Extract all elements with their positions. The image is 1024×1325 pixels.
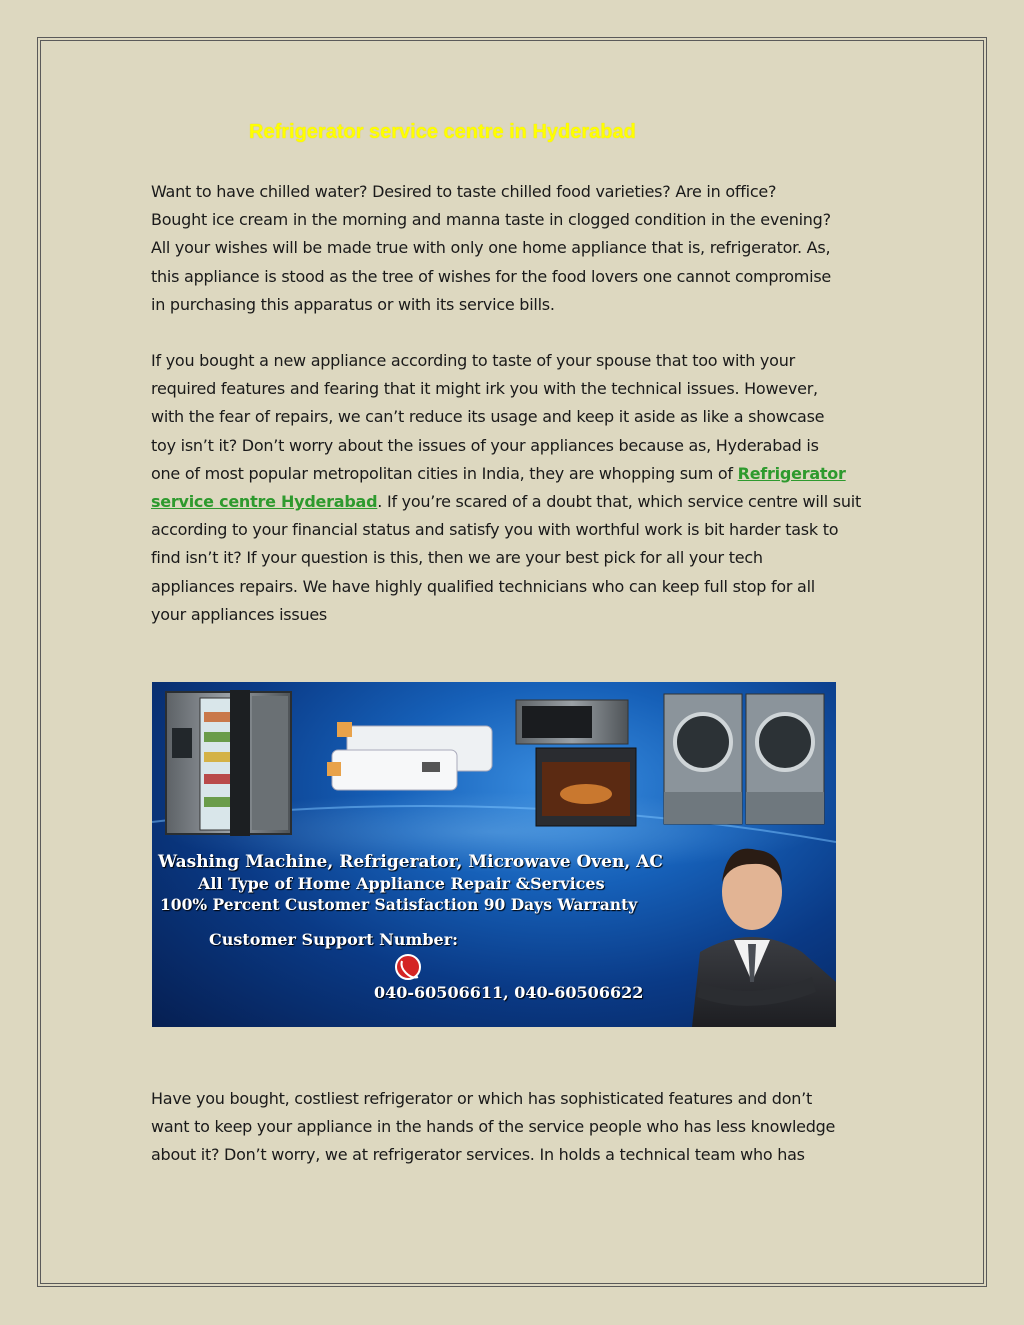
document-title: Refrigerator service centre in Hyderabad bbox=[249, 121, 636, 143]
text-line: this appliance is stood as the tree of wishes for the food lovers one cannot compromise bbox=[151, 266, 832, 286]
support-person bbox=[692, 849, 836, 1027]
banner-line-warranty: 100% Percent Customer Satisfaction 90 Days Warranty bbox=[160, 895, 638, 914]
text-line: required features and fearing that it might irk you with the technical issues. However, bbox=[151, 379, 818, 399]
banner-line-repair: All Type of Home Appliance Repair &Services bbox=[198, 874, 605, 893]
text-line bbox=[151, 460, 881, 488]
washing-machine-icon bbox=[664, 694, 824, 824]
banner-line-services: Washing Machine, Refrigerator, Microwave Oven, AC bbox=[158, 852, 663, 872]
paragraph-service bbox=[151, 347, 881, 629]
paragraph-closing bbox=[151, 1085, 881, 1170]
text-line: about it? Don’t worry, we at refrigerator services. In holds a technical team who has bbox=[151, 1145, 805, 1165]
banner-support-label: Customer Support Number: bbox=[209, 930, 459, 949]
text-line: All your wishes will be made true with only one home appliance that is, refrigerator. As, bbox=[151, 238, 831, 258]
service-centre-link[interactable]: Refrigerator bbox=[737, 463, 846, 483]
text-line: in purchasing this apparatus or with its service bills. bbox=[151, 294, 555, 314]
text-line: with the fear of repairs, we can’t reduce its usage and keep it aside as like a showcase bbox=[151, 407, 825, 427]
text-line: your appliances issues bbox=[151, 604, 328, 624]
text-line: according to your financial status and satisfy you with worthful work is bit harder task to bbox=[151, 520, 839, 540]
refrigerator-icon bbox=[166, 690, 291, 836]
banner-phone-numbers: 040-60506611, 040-60506622 bbox=[374, 983, 644, 1002]
text-line: If you bought a new appliance according to taste of your spouse that too with your bbox=[151, 351, 795, 370]
appliance-service-banner bbox=[152, 682, 836, 1027]
text-segment: . If you’re scared of a doubt that, which service centre will suit bbox=[377, 492, 861, 512]
paragraph-intro bbox=[151, 178, 881, 319]
text-line: find isn’t it? If your question is this, then we are your best pick for all your tech bbox=[151, 548, 763, 568]
text-segment: one of most popular metropolitan cities in India, they are whopping sum of bbox=[151, 463, 738, 483]
air-conditioner-icon bbox=[327, 722, 492, 790]
text-line: appliances repairs. We have highly qualified technicians who can keep full stop for all bbox=[151, 576, 815, 596]
service-centre-link-continued[interactable]: service centre Hyderabad bbox=[151, 492, 378, 512]
text-line: Bought ice cream in the morning and manna taste in clogged condition in the evening? bbox=[151, 210, 831, 230]
text-line: toy isn’t it? Don’t worry about the issues of your appliances because as, Hyderabad is bbox=[151, 435, 819, 455]
text-line bbox=[151, 488, 881, 516]
text-line: Have you bought, costliest refrigerator or which has sophisticated features and don’t bbox=[151, 1089, 812, 1108]
text-line: want to keep your appliance in the hands of the service people who has less knowledge bbox=[151, 1117, 836, 1137]
phone-icon bbox=[396, 955, 420, 979]
text-line: Want to have chilled water? Desired to taste chilled food varieties? Are in office? bbox=[151, 182, 777, 201]
